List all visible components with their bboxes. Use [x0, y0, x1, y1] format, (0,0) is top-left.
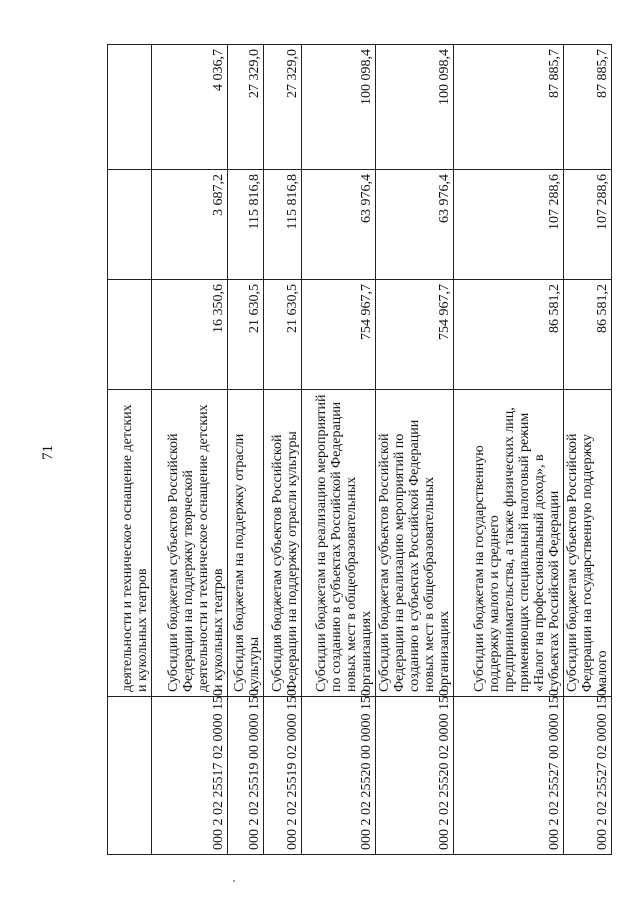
budget-table-sheet: [107, 45, 610, 855]
row-code: 000 2 02 25527 00 0000 150: [454, 697, 564, 855]
row-value-1: [108, 280, 152, 390]
table-row: [152, 45, 228, 855]
row-value-1: 754 967,7: [376, 280, 454, 390]
row-code: [108, 697, 152, 855]
table-row: [376, 45, 454, 855]
row-value-3: [108, 45, 152, 170]
scan-mark: [233, 880, 235, 882]
row-name: Субсидии бюджетам на реализацию мероприятий по созданию в субъектах Российской Федерации новых мест в общеобразовательных организациях: [302, 390, 376, 697]
row-name: Субсидии бюджетам субъектов Российской Федерации на поддержку творческой деятельности и техническое оснащение детских и кукольных театров: [152, 390, 228, 697]
row-value-2: 107 288,6: [454, 170, 564, 280]
row-code: 000 2 02 25520 00 0000 150: [302, 697, 376, 855]
row-value-1: 16 350,6: [152, 280, 228, 390]
row-value-3: 27 329,0: [264, 45, 302, 170]
row-name: Субсидии бюджетам субъектов Российской Федерации на государственную поддержку малого: [564, 390, 612, 697]
row-code: 000 2 02 25517 02 0000 150: [152, 697, 228, 855]
row-value-2: 107 288,6: [564, 170, 612, 280]
table-row: [564, 45, 612, 855]
row-value-2: [108, 170, 152, 280]
row-value-1: 21 630,5: [228, 280, 264, 390]
row-value-2: 115 816,8: [228, 170, 264, 280]
row-name: Субсидии бюджетам субъектов Российской Федерации на реализацию мероприятий по созданию в субъектах Российской Федерации новых мест в общеобразовательных организациях: [376, 390, 454, 697]
row-code: 000 2 02 25519 00 0000 150: [228, 697, 264, 855]
row-value-2: 63 976,4: [376, 170, 454, 280]
row-value-1: 21 630,5: [264, 280, 302, 390]
page-number: 71: [40, 445, 56, 460]
table-row: [454, 45, 564, 855]
row-value-3: 4 036,7: [152, 45, 228, 170]
row-value-2: 115 816,8: [264, 170, 302, 280]
budget-table: [107, 44, 612, 855]
row-code: 000 2 02 25527 02 0000 150: [564, 697, 612, 855]
row-value-3: 87 885,7: [564, 45, 612, 170]
row-value-2: 3 687,2: [152, 170, 228, 280]
row-value-3: 100 098,4: [302, 45, 376, 170]
row-value-3: 87 885,7: [454, 45, 564, 170]
row-name: Субсидии бюджетам на государственную поддержку малого и среднего предпринимательства, а также физических лиц, применяющих специальный налоговый режим «Налог на профессиональный доход», в субъектах Российской Федерации: [454, 390, 564, 697]
row-value-1: 86 581,2: [454, 280, 564, 390]
row-value-1: 754 967,7: [302, 280, 376, 390]
table-row: [108, 45, 152, 855]
table-row: [302, 45, 376, 855]
row-name: деятельности и техническое оснащение детских и кукольных театров: [108, 390, 152, 697]
row-name: Субсидия бюджетам на поддержку отрасли культуры: [228, 390, 264, 697]
row-value-3: 27 329,0: [228, 45, 264, 170]
row-code: 000 2 02 25519 02 0000 150: [264, 697, 302, 855]
table-row: [264, 45, 302, 855]
table-row: [228, 45, 264, 855]
row-value-2: 63 976,4: [302, 170, 376, 280]
row-value-1: 86 581,2: [564, 280, 612, 390]
row-code: 000 2 02 25520 02 0000 150: [376, 697, 454, 855]
row-name: Субсидия бюджетам субъектов Российской Федерации на поддержку отрасли культуры: [264, 390, 302, 697]
row-value-3: 100 098,4: [376, 45, 454, 170]
